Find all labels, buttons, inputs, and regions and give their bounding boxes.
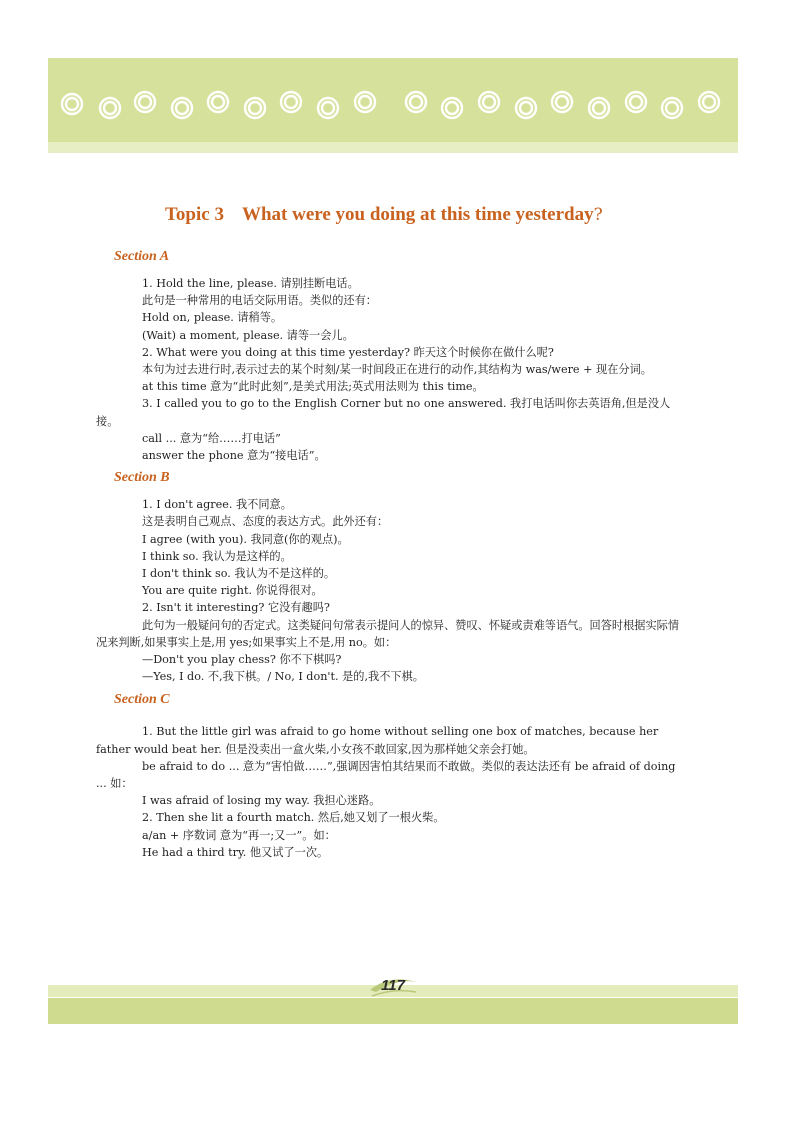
note-line: a/an + 序数词 意为“再一;又一”。如：	[142, 828, 336, 842]
note-line: answer the phone 意为“接电话”。	[142, 449, 326, 463]
ring-icon	[62, 94, 82, 114]
section-c-body	[96, 723, 679, 861]
note-line: I was afraid of losing my way. 我担心迷路。	[142, 794, 381, 808]
note-line: 1. I don't agree. 我不同意。	[142, 498, 292, 512]
note-line: He had a third try. 他又试了一次。	[142, 845, 329, 859]
ring-icon	[699, 92, 719, 112]
note-line: 此句为一般疑问句的否定式。这类疑问句常表示提问人的惊异、赞叹、怀疑或责难等语气。回答时根据实际情况来判断,如果事实上是,用 yes;如果事实上不是,用 no。如：	[96, 618, 680, 649]
question-mark: ?	[593, 205, 603, 225]
ring-icon	[516, 98, 536, 118]
ring-icon	[245, 98, 265, 118]
note-line: You are quite right. 你说得很对。	[142, 584, 323, 598]
topic-question: What were you doing at this time yesterday	[241, 204, 594, 225]
note-line: 3. I called you to go to the English Corner but no one answered. 我打电话叫你去英语角,但是没人接。	[96, 397, 671, 428]
page-title	[165, 204, 603, 226]
ring-icon	[318, 98, 338, 118]
section-a-body	[96, 275, 679, 464]
note-line: I agree (with you). 我同意(你的观点)。	[142, 532, 349, 546]
footer-band	[48, 998, 738, 1024]
ring-icon	[589, 98, 609, 118]
ring-icon	[100, 98, 120, 118]
ring-icon	[406, 92, 426, 112]
note-line: 2. What were you doing at this time yesterday? 昨天这个时候你在做什么呢?	[142, 345, 554, 359]
note-line: I don't think so. 我认为不是这样的。	[142, 567, 336, 581]
ring-icon	[479, 92, 499, 112]
notes-content	[96, 248, 680, 861]
section-a-heading: Section A	[114, 249, 170, 264]
note-line: 1. But the little girl was afraid to go home without selling one box of matches, because her father would beat her. 但是没卖出一盒火柴,小女孩不敢回家,因为那样她父亲会打她。	[96, 725, 659, 756]
note-line: 本句为过去进行时,表示过去的某个时刻/某一时间段正在进行的动作,其结构为 was/were + 现在分词。	[142, 363, 652, 377]
note-line: 1. Hold the line, please. 请别挂断电话。	[142, 277, 359, 290]
ring-icon	[626, 92, 646, 112]
section-b-heading: Section B	[114, 470, 170, 486]
topic-label: Topic 3	[165, 204, 224, 225]
note-line: Hold on, please. 请稍等。	[142, 311, 283, 325]
note-line: be afraid to do ... 意为“害怕做……”,强调因害怕其结果而不敢做。类似的表达法还有 be afraid of doing ... 如：	[96, 759, 676, 791]
section-c-heading: Section C	[114, 692, 170, 708]
header-strip	[48, 142, 738, 153]
section-b-body	[96, 496, 680, 685]
note-line: 2. Then she lit a fourth match. 然后,她又划了一根火柴。	[142, 811, 445, 825]
ring-icon	[208, 92, 228, 112]
note-line: 这是表明自己观点、态度的表达方式。此外还有：	[142, 515, 389, 529]
decorative-rings	[48, 84, 738, 124]
ring-icon	[355, 92, 375, 112]
note-line: at this time 意为“此时此刻”,是美式用法;英式用法则为 this time。	[142, 380, 484, 394]
ring-icon	[662, 98, 682, 118]
page-number: 117	[381, 977, 405, 994]
note-line: —Don't you play chess? 你不下棋吗?	[142, 653, 342, 667]
note-line: —Yes, I do. 不,我下棋。/ No, I don't. 是的,我不下棋。	[142, 670, 424, 684]
note-line: 2. Isn't it interesting? 它没有趣吗?	[142, 601, 330, 615]
ring-icon	[442, 98, 462, 118]
ring-icon	[172, 98, 192, 118]
ring-icon	[135, 92, 155, 112]
note-line: call ... 意为“给……打电话”	[142, 431, 281, 445]
ring-icon	[552, 92, 572, 112]
note-line: (Wait) a moment, please. 请等一会儿。	[142, 328, 354, 342]
ring-icon	[281, 92, 301, 112]
note-line: 此句是一种常用的电话交际用语。类似的还有：	[142, 294, 377, 308]
note-line: I think so. 我认为是这样的。	[142, 549, 292, 563]
